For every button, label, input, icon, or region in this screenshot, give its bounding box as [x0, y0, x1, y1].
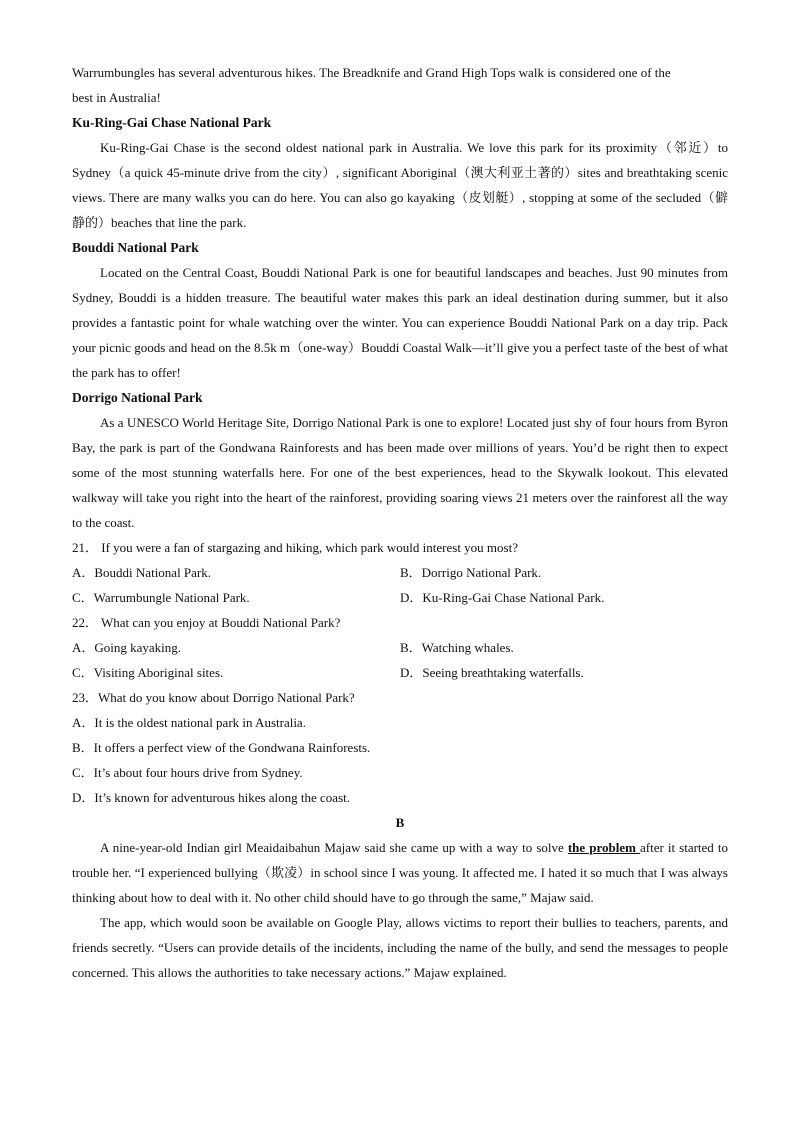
p1-text-after: after it started to trouble her. “I experienced bullying（欺凌）in school since I was young. It affected me. I hated it so much that I was always thinking about how to deal with it. No other child should have to go through the same,” Majaw said. [72, 840, 728, 905]
park-heading: Ku-Ring-Gai Chase National Park [72, 115, 272, 130]
option-d: D．Seeing breathtaking waterfalls. [400, 665, 584, 680]
park-paragraph: Located on the Central Coast, Bouddi National Park is one for beautiful landscapes and beaches. Just 90 minutes from Sydney, Bouddi is a hidden treasure. The beautiful water makes this park an ideal destination during summer, but it also provides a fantastic point for whale watching over the winter. You can experience Bouddi National Park on a day trip. Pack your picnic goods and head on the 8.5k m（one-way）Bouddi Coastal Walk—it’ll give you a perfect taste of the best of what the park has to offer! [72, 265, 728, 380]
question-22: 22． What can you enjoy at Bouddi National Park? [72, 615, 341, 630]
underlined-phrase: the problem [567, 840, 640, 855]
option-a: A．Bouddi National Park. [72, 565, 212, 580]
option-b: B．It offers a perfect view of the Gondwana Rainforests. [72, 740, 371, 755]
question-23: 23．What do you know about Dorrigo National Park? [72, 690, 355, 705]
option-a: A．Going kayaking. [72, 640, 182, 655]
option-c: C．Visiting Aboriginal sites. [72, 665, 224, 680]
options-row [72, 560, 728, 585]
park-heading: Bouddi National Park [72, 240, 199, 255]
option-b: B．Dorrigo National Park. [400, 565, 542, 580]
option-d: D．It’s known for adventurous hikes along the coast. [72, 790, 351, 805]
option-c: C．Warrumbungle National Park. [72, 590, 250, 605]
option-b: B．Watching whales. [400, 640, 514, 655]
document-page [72, 60, 728, 985]
p1-text-before: A nine-year-old Indian girl Meaidaibahun Majaw said she came up with a way to solve [100, 840, 568, 855]
options-row [72, 585, 728, 610]
option-c: C．It’s about four hours drive from Sydney. [72, 765, 303, 780]
park-paragraph: Ku-Ring-Gai Chase is the second oldest national park in Australia. We love this park for its proximity（邻近）to Sydney（a quick 45-minute drive from the city）, significant Aboriginal（澳大利亚土著的）sites and breathtaking scenic views. There are many walks you can do here. You can also go kayaking（皮划艇）, stopping at some of the secluded（僻静的）beaches that line the park. [72, 140, 728, 230]
intro-line-1: Warrumbungles has several adventurous hikes. The Breadknife and Grand High Tops walk is considered one of the [72, 65, 671, 80]
options-row [72, 660, 728, 685]
section-b-paragraph-2: The app, which would soon be available on Google Play, allows victims to report their bullies to teachers, parents, and friends secretly. “Users can provide details of the incidents, including the name of the bully, and send the messages to people concerned. This allows the authorities to take necessary actions.” Majaw explained. [72, 915, 728, 980]
park-heading: Dorrigo National Park [72, 390, 203, 405]
section-b-paragraph-1 [72, 835, 728, 910]
intro-line-2: best in Australia! [72, 90, 161, 105]
question-21: 21． If you were a fan of stargazing and hiking, which park would interest you most? [72, 540, 518, 555]
park-paragraph: As a UNESCO World Heritage Site, Dorrigo National Park is one to explore! Located just shy of four hours from Byron Bay, the park is part of the Gondwana Rainforests and has been made over millions of years. You’d be right then to expect some of the most stunning waterfalls here. For one of the best experiences, head to the Skywalk lookout. This elevated walkway will take you right into the heart of the rainforest, providing soaring views 21 meters over the rainforest all the way to the coast. [72, 415, 728, 530]
option-d: D．Ku-Ring-Gai Chase National Park. [400, 590, 605, 605]
options-row [72, 635, 728, 660]
section-b-label: B [395, 815, 405, 830]
option-a: A．It is the oldest national park in Australia. [72, 715, 306, 730]
